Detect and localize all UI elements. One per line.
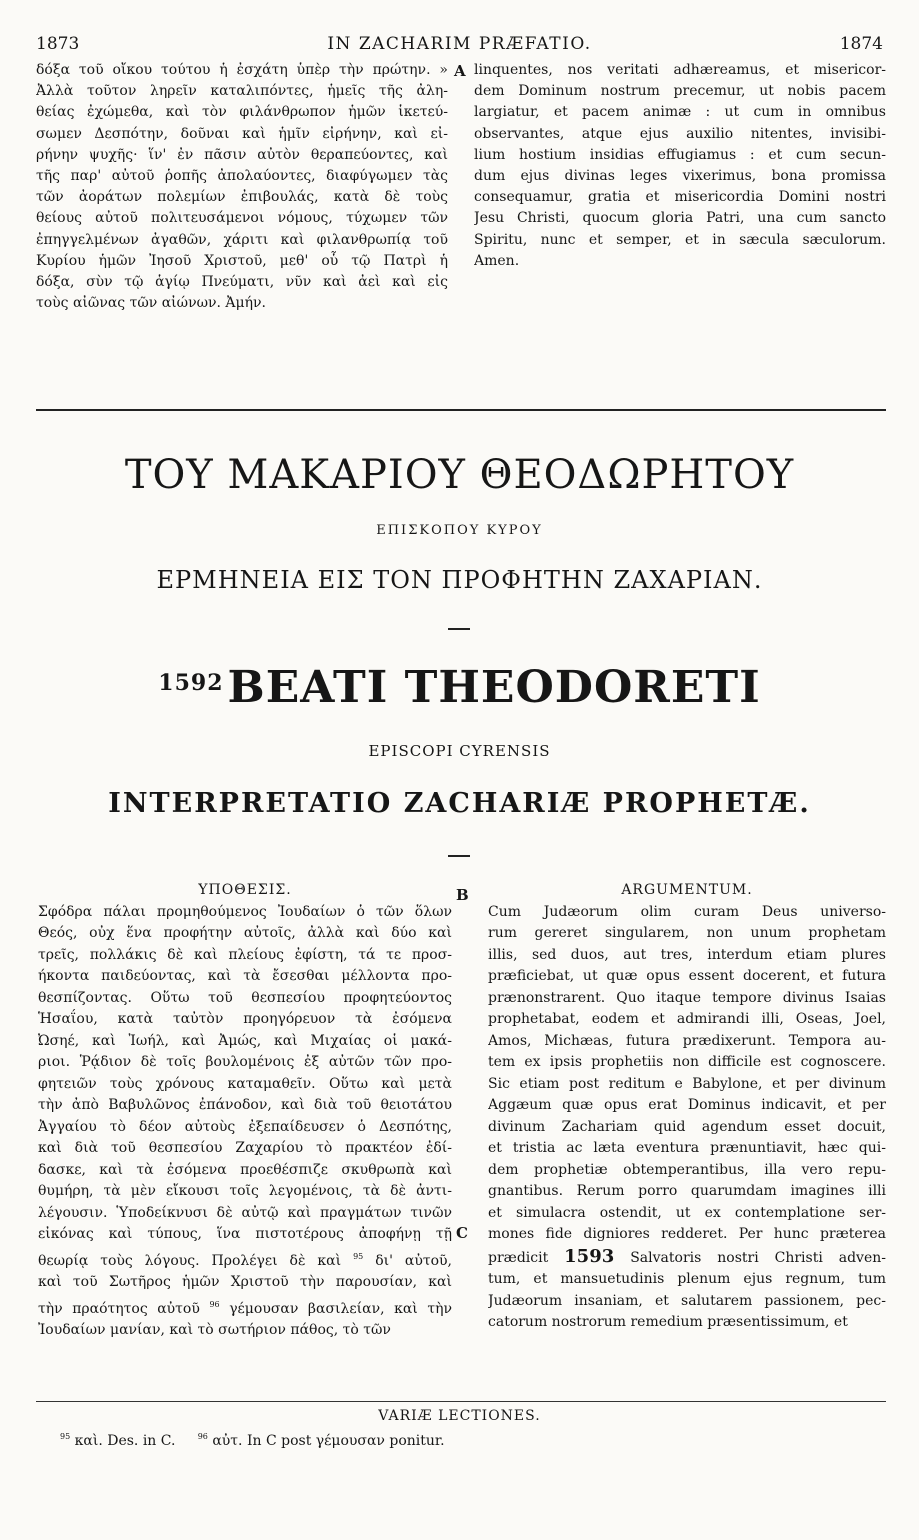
text-line: θεσπίζοντας. Οὕτω τοῦ θεσπεσίου προφητεύοντος [38, 989, 452, 1006]
text-line: τοὺς αἰῶνας τῶν αἰώνων. Ἀμήν. [36, 295, 266, 312]
column-marker-1592: 1592 [158, 670, 224, 696]
text-line: Ὠσηέ, καὶ Ἰωήλ, καὶ Ἀμώς, καὶ Μιχαίας οἱ μακά- [38, 1032, 452, 1049]
text-segment: θεωρίᾳ τοὺς λόγους. Προλέγει δὲ καὶ [38, 1252, 342, 1269]
text-segment: δι' αὐτοῦ, [375, 1252, 452, 1269]
text-line: divinum Zachariam quid agendum esset docuit, [488, 1118, 886, 1135]
text-line: præficiebat, ut quæ opus essent docerent, et futura [488, 968, 886, 984]
latin-author-text: BEATI THEODORETI [227, 662, 761, 713]
text-line: linquentes, nos veritati adhæreamus, et misericor- [474, 62, 886, 78]
text-line: Sic etiam post reditum e Babylone, et per divinum [488, 1075, 886, 1092]
text-segment: prædicit [488, 1249, 549, 1266]
text-line: δόξα, σὺν τῷ ἁγίῳ Πνεύματι, νῦν καὶ ἀεὶ καὶ εἰς [36, 274, 448, 291]
greek-work-title: ΕΡΜΗΝΕΙΑ ΕΙΣ ΤΟΝ ΠΡΟΦΗΤΗΝ ΖΑΧΑΡΙΑΝ. [156, 566, 763, 594]
text-line: dem prophetiæ obtemperantibus, illa vero repu- [488, 1161, 886, 1178]
margin-letter-a: A [454, 62, 466, 80]
greek-heading: ΥΠΟΘΕΣΙΣ. [198, 882, 292, 898]
section-divider [36, 409, 886, 411]
text-line: Aggæum quæ opus erat Dominus indicavit, et per [488, 1097, 886, 1113]
text-line: dem Dominum nostrum precemur, ut nobis pacem [474, 83, 886, 100]
text-line: εἰκόνας καὶ τύπους, ἵνα πιστοτέρους ἀποφήνῃ τῇ [38, 1226, 452, 1242]
text-line: Ἀγγαίου τὸ δέον αὐτοὺς ἐξεπαίδευσεν ὁ Δεσπότης, [38, 1118, 452, 1135]
top-latin-column [474, 60, 886, 272]
text-line [488, 1246, 886, 1270]
text-line: καὶ τοῦ Σωτῆρος ἡμῶν Χριστοῦ τὴν παρουσίαν, καὶ [38, 1274, 452, 1290]
variae-note-95-number: 95 [60, 1432, 71, 1441]
greek-office-title: ΕΠΙΣΚΟΠΟΥ ΚΥΡΟΥ [376, 523, 543, 538]
text-line: ήκοντα παιδεύοντας, καὶ τὰ ἔσεσθαι μέλλοντα προ- [38, 968, 452, 984]
text-line: observantes, atque ejus auxilio nitentes, invisibi- [474, 125, 886, 142]
text-line: mones fide digniores redderet. Per hunc præterea [488, 1226, 886, 1242]
text-line: καὶ διὰ τοῦ θεσπεσίου Ζαχαρίου τὸ πρακτέον ἐδί- [38, 1140, 452, 1156]
variae-notes [60, 1432, 445, 1449]
text-line: et simulacra ostendit, ut ex contemplatione ser- [488, 1204, 886, 1221]
text-line: Ἡσαΐου, κατὰ ταὐτὸν προηγόρευον τὰ ἐσόμενα [38, 1011, 452, 1027]
text-line: tum, et mansuetudinis plenum ejus regnum, tum [488, 1271, 886, 1287]
footnote-marker: 96 [209, 1299, 220, 1309]
text-line: ἐπηγγελμένων ἀγαθῶν, χάριτι καὶ φιλανθρωπίᾳ τοῦ [36, 231, 448, 248]
text-line: Ἰουδαίων μανίαν, καὶ τὸ σωτήριον πάθος, τὸ τῶν [38, 1322, 391, 1338]
text-line: τὴν ἀπὸ Βαβυλῶνος ἐπάνοδον, καὶ διὰ τοῦ θειοτάτου [38, 1097, 452, 1113]
text-line: τρεῖς, πολλάκις δὲ καὶ πλείους ἐφίστη, τά τε προσ- [38, 946, 452, 963]
text-line: Κυρίου ἡμῶν Ἰησοῦ Χριστοῦ, μεθ' οὗ τῷ Πατρὶ ἡ [36, 252, 448, 269]
text-line: Judæorum insaniam, et salutarem passionem, pec- [488, 1292, 886, 1309]
text-line: prophetabat, eodem et admirandi illi, Oseas, Joel, [488, 1011, 886, 1027]
running-title: IN ZACHARIM PRÆFATIO. [327, 34, 592, 54]
top-section [36, 60, 886, 360]
text-line: dum ejus divinas leges vixerimus, bona promissa [474, 168, 886, 185]
text-line: θυμήρη, τὰ μὲν εἴκουσι τοῖς λεγομένοις, τὰ δὲ ἀντι- [38, 1183, 452, 1199]
variae-note-96-text: αὐτ. In C post γέμουσαν ponitur. [212, 1433, 445, 1449]
text-line: θείας ἐχώμεθα, καὶ τὸν φιλάνθρωπον ἡμῶν ἱκετεύ- [36, 104, 448, 121]
footnote-marker: 95 [353, 1251, 364, 1261]
text-line: largiatur, et pacem animæ : ut cum in omnibus [474, 104, 886, 121]
text-line: Jesu Christi, quocum gloria Patri, una cum sancto [474, 210, 886, 227]
margin-letter-c: C [456, 1224, 468, 1242]
bottom-section [36, 880, 886, 1400]
greek-author-title: ΤΟΥ ΜΑΚΑΡΙΟΥ ΘΕΟΔΩΡΗΤΟΥ [124, 452, 795, 498]
text-segment: Salvatoris nostri Christi adven- [630, 1249, 886, 1266]
text-line: Σφόδρα πάλαι προμηθούμενος Ἰουδαίων ὁ τῶν ὅλων [38, 903, 452, 920]
text-line: illis, sed duos, aut tres, interdum etiam plures [488, 946, 886, 963]
text-line: θείους αὐτοῦ πολιτευσάμενοι νόμους, τύχωμεν τῶν [36, 210, 448, 227]
text-line: tem ex ipsis prophetiis non difficile est cognoscere. [488, 1054, 886, 1070]
bottom-greek-text [38, 902, 452, 1342]
latin-office-title: EPISCOPI CYRENSIS [368, 742, 551, 760]
running-head [36, 34, 883, 58]
text-segment: τὴν πραότητος αὐτοῦ [38, 1300, 200, 1317]
bottom-latin-column [488, 880, 886, 1334]
text-line: Amos, Michæas, futura prædixerunt. Tempora au- [488, 1032, 886, 1049]
latin-work-title: INTERPRETATIO ZACHARIÆ PROPHETÆ. [108, 788, 811, 819]
column-marker-1593: 1593 [564, 1245, 615, 1267]
text-line: Spiritu, nunc et semper, et in sæcula sæculorum. [474, 231, 886, 248]
column-number-left: 1873 [36, 34, 80, 54]
text-segment: γέμουσαν βασιλείαν, καὶ τὴν [229, 1300, 452, 1317]
text-line: Ἀλλὰ τοῦτον ληρεῖν καταλιπόντες, ἡμεῖς τῆς ἀλη- [36, 83, 448, 100]
text-line: δόξα τοῦ οἴκου τούτου ἡ ἐσχάτη ὑπὲρ τὴν πρώτην. » [36, 62, 448, 78]
top-greek-column [36, 60, 448, 314]
text-line: ριοι. Ῥᾴδιον δὲ τοῖς βουλομένοις ἐξ αὐτῶν τῶν προ- [38, 1054, 452, 1070]
text-line: catorum nostrorum remedium præsentissimum, et [488, 1314, 848, 1330]
text-line: Cum Judæorum olim curam Deus universo- [488, 903, 886, 920]
latin-author-title [0, 662, 919, 713]
variae-heading: VARIÆ LECTIONES. [378, 1408, 541, 1424]
text-line: σωμεν Δεσπότην, δοῦναι καὶ ἡμῖν εἰρήνην, καὶ εἰ- [36, 125, 448, 142]
text-line: consequamur, gratia et misericordia Domini nostri [474, 189, 886, 206]
text-line: τῶν ἀοράτων πολεμίων ἐπιβουλάς, κατὰ δὲ τοὺς [36, 189, 448, 206]
margin-letter-b: B [456, 886, 469, 904]
text-line: rum gereret singularem, non unum prophetam [488, 925, 886, 941]
text-line: gnantibus. Rerum porro quarumdam imagines illi [488, 1183, 886, 1199]
text-line [38, 1294, 452, 1321]
text-line: et tristia ac læta eventura prænuntiavit, hæc qui- [488, 1140, 886, 1156]
text-line: λέγουσιν. Ὑποδείκνυσι δὲ αὐτῷ καὶ πραγμάτων τινῶν [38, 1204, 452, 1221]
bottom-greek-column [38, 880, 452, 1342]
text-line: φητειῶν τοὺς χρόνους καταμαθεῖν. Οὕτω καὶ μετὰ [38, 1075, 452, 1092]
text-line: prænonstrarent. Quo itaque tempore divinus Isaias [488, 989, 886, 1006]
text-line: δασκε, καὶ τὰ ἐσόμενα προεθέσπιζε σκυθρωπὰ καὶ [38, 1161, 452, 1178]
title-dash [448, 628, 470, 630]
variae-note-96-number: 96 [197, 1432, 208, 1441]
bottom-latin-text [488, 902, 886, 1334]
text-line: ρήνην ψυχῆς· ἵν' ἐν πᾶσιν αὐτὸν θεραπεύοντες, καὶ [36, 146, 448, 163]
footnote-divider [36, 1401, 886, 1402]
text-line: lium hostium insidias effugiamus : et cum secun- [474, 146, 886, 163]
text-line: Amen. [474, 252, 520, 269]
text-line: τῆς παρ' αὐτοῦ ῥοπῆς ἀπολαύοντες, διαφύγωμεν τὰς [36, 168, 448, 185]
latin-heading: ARGUMENTUM. [621, 882, 753, 898]
text-line: Θεός, οὐχ ἕνα προφήτην αὐτοῖς, ἀλλὰ καὶ δύο καὶ [38, 925, 452, 941]
variae-note-95-text: καὶ. Des. in C. [74, 1433, 176, 1449]
column-number-right: 1874 [839, 34, 883, 54]
text-line [38, 1246, 452, 1273]
title-dash-2 [448, 855, 470, 857]
